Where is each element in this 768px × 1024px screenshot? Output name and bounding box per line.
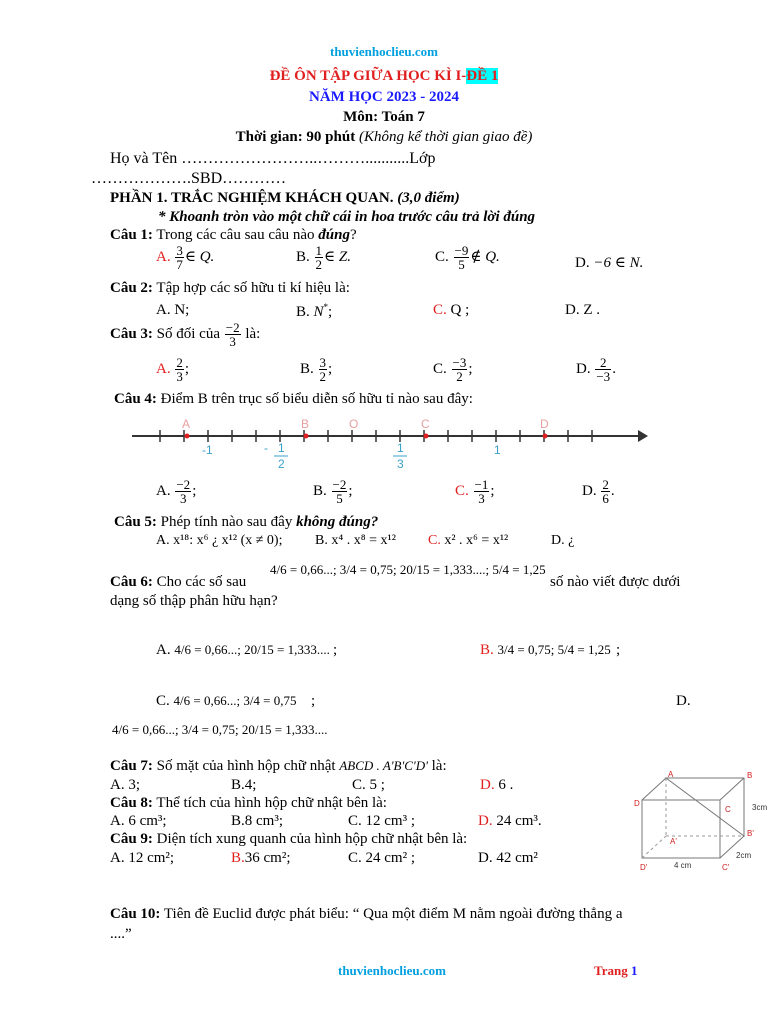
q7-option-b[interactable]: B.4; bbox=[231, 777, 257, 793]
q6-text: Cho các số sau bbox=[156, 574, 247, 590]
number-line-figure bbox=[130, 412, 650, 478]
q3-c-end: ; bbox=[468, 360, 473, 377]
q5-text: Phép tính nào sau đây bbox=[160, 514, 293, 530]
q2-b-letter: B. bbox=[296, 304, 310, 320]
q6-c-letter: C. bbox=[156, 693, 170, 709]
q10-text: Tiên đề Euclid được phát biểu: “ Qua một điểm M nằm ngoài đường thẳng a bbox=[163, 906, 623, 922]
q4-b-end: ; bbox=[348, 482, 353, 499]
q2-option-d[interactable]: D. Z . bbox=[565, 302, 600, 318]
q4-d-frac bbox=[601, 478, 610, 505]
q2-c-letter: C. bbox=[433, 302, 447, 318]
q1-option-c[interactable] bbox=[435, 244, 500, 271]
q4-option-c[interactable] bbox=[455, 478, 495, 505]
q3-den: 3 bbox=[229, 334, 236, 349]
question-10 bbox=[110, 906, 622, 923]
q8-label: Câu 8: bbox=[110, 795, 153, 811]
vertex-B-prime: B' bbox=[747, 829, 754, 838]
footer-page-number: 1 bbox=[630, 963, 638, 978]
q6-a-end: ; bbox=[333, 642, 338, 658]
q1-d-rest: −6 ∈ N. bbox=[593, 255, 644, 271]
q1-option-a[interactable] bbox=[156, 244, 214, 271]
exam-title-main: ĐỀ ÔN TẬP GIỮA HỌC KÌ I- bbox=[269, 68, 467, 84]
q8-d-rest: 24 cm³. bbox=[496, 813, 542, 829]
q4-d-num: 2 bbox=[602, 477, 609, 492]
q4-option-d[interactable] bbox=[582, 478, 615, 505]
q6-option-b[interactable] bbox=[480, 642, 611, 659]
question-4 bbox=[114, 391, 473, 408]
q4-c-letter: C. bbox=[455, 482, 469, 499]
q3-b-end: ; bbox=[328, 360, 333, 377]
q4-a-num: −2 bbox=[176, 477, 191, 492]
vertex-D: D bbox=[634, 799, 640, 808]
q6-option-c[interactable] bbox=[156, 693, 297, 710]
q1-a-letter: A. bbox=[156, 248, 171, 265]
tick-label-minus-half-num: 1 bbox=[278, 441, 285, 455]
q4-d-den: 6 bbox=[602, 491, 609, 506]
q3-end: là: bbox=[245, 325, 261, 342]
point-B-label: B bbox=[301, 417, 310, 431]
q3-b-num: 3 bbox=[319, 355, 327, 370]
q1-d-letter: D. bbox=[575, 255, 590, 271]
q4-b-frac bbox=[332, 478, 348, 505]
q2-text: Tập hợp các số hữu tỉ kí hiệu là: bbox=[156, 280, 350, 296]
q1-a-frac bbox=[175, 244, 184, 271]
q3-a-letter: A. bbox=[156, 360, 171, 377]
q6-option-d-value: 4/6 = 0,66...; 3/4 = 0,75; 20/15 = 1,333.... bbox=[112, 722, 328, 737]
q6-c-rest: 4/6 = 0,66...; 3/4 = 0,75 bbox=[173, 693, 297, 708]
q5-option-c[interactable] bbox=[428, 533, 508, 549]
q6-label: Câu 6: bbox=[110, 574, 153, 590]
q8-option-b[interactable]: B.8 cm³; bbox=[231, 813, 283, 829]
question-6 bbox=[110, 574, 246, 591]
q1-emph: đúng bbox=[318, 227, 350, 243]
question-5 bbox=[114, 514, 378, 531]
q1-b-frac bbox=[315, 244, 324, 271]
q3-a-frac bbox=[175, 356, 184, 383]
vertex-C: C bbox=[725, 805, 731, 814]
exam-title-number: ĐỀ 1 bbox=[466, 68, 499, 84]
q1-b-den: 2 bbox=[315, 257, 323, 272]
q3-label: Câu 3: bbox=[110, 325, 153, 342]
footer-page bbox=[594, 963, 637, 979]
q10-label: Câu 10: bbox=[110, 906, 161, 922]
q7-sym: ABCD . A'B'C'D' bbox=[339, 758, 428, 773]
number-line-arrow bbox=[638, 430, 648, 442]
q1-c-letter: C. bbox=[435, 248, 449, 265]
dim-depth: 2cm bbox=[736, 851, 752, 860]
q4-a-end: ; bbox=[192, 482, 197, 499]
q3-option-c[interactable] bbox=[433, 356, 473, 383]
q4-d-letter: D. bbox=[582, 482, 597, 499]
question-9 bbox=[110, 831, 467, 848]
q3-num: −2 bbox=[225, 320, 240, 335]
q2-option-a[interactable]: A. N; bbox=[156, 302, 190, 318]
tick-label-1: 1 bbox=[494, 443, 501, 457]
q8-option-a[interactable]: A. 6 cm³; bbox=[110, 813, 167, 829]
q6-b-end: ; bbox=[616, 642, 621, 658]
tick-label-minus-half-den: 2 bbox=[278, 457, 285, 471]
q4-c-num: −1 bbox=[474, 477, 489, 492]
q7-label: Câu 7: bbox=[110, 758, 153, 774]
q6-option-a[interactable] bbox=[156, 642, 330, 659]
q2-b-sup: * bbox=[323, 302, 329, 312]
q3-a-den: 3 bbox=[176, 369, 183, 384]
q4-b-num: −2 bbox=[332, 477, 347, 492]
question-7 bbox=[110, 758, 447, 775]
q1-c-den: 5 bbox=[458, 257, 465, 272]
q3-c-num: −3 bbox=[452, 355, 467, 370]
q1-text: Trong các câu sau câu nào bbox=[156, 227, 315, 243]
q4-label: Câu 4: bbox=[114, 391, 157, 407]
q3-b-letter: B. bbox=[300, 360, 314, 377]
point-O-label: O bbox=[349, 417, 359, 431]
name-line: Họ và Tên ……………………..………...........Lớp bbox=[110, 150, 436, 167]
part1-points: (3,0 điểm) bbox=[397, 190, 460, 206]
q7-option-a[interactable]: A. 3; bbox=[110, 777, 140, 793]
footer-site[interactable]: thuvienhoclieu.com bbox=[338, 963, 446, 978]
q7-text: Số mặt của hình hộp chữ nhật bbox=[156, 758, 336, 774]
q4-a-frac bbox=[175, 478, 191, 505]
q8-option-c[interactable]: C. 12 cm³ ; bbox=[348, 813, 415, 829]
q5-option-d[interactable]: D. ¿ bbox=[551, 533, 575, 548]
q1-c-rest: ∉ Q. bbox=[470, 248, 500, 265]
q2-option-c[interactable] bbox=[433, 302, 469, 319]
dim-height: 3cm bbox=[752, 803, 768, 812]
q9-b-letter: B. bbox=[231, 850, 245, 866]
footer-page-label: Trang bbox=[594, 963, 628, 978]
q3-option-d[interactable] bbox=[576, 356, 616, 383]
tick-label-minus-1: -1 bbox=[202, 443, 213, 457]
q7-end: là: bbox=[431, 758, 447, 774]
tick-label-minus-half-sign: - bbox=[264, 441, 268, 455]
q3-b-frac bbox=[319, 356, 328, 383]
q4-text: Điểm B trên trục số biểu diễn số hữu tỉ nào sau đây: bbox=[160, 391, 473, 407]
q6-line2: dạng số thập phân hữu hạn? bbox=[110, 593, 278, 609]
q9-label: Câu 9: bbox=[110, 831, 153, 847]
q7-d-letter: D. bbox=[480, 777, 495, 793]
q1-b-letter: B. bbox=[296, 248, 310, 265]
q1-b-num: 1 bbox=[315, 243, 323, 258]
vertex-A-prime: A' bbox=[670, 837, 677, 846]
q6-a-letter: A. bbox=[156, 642, 171, 658]
q8-option-d[interactable] bbox=[478, 813, 542, 830]
exam-title bbox=[0, 68, 768, 85]
q7-option-d[interactable] bbox=[480, 777, 513, 794]
part1-heading: PHẦN 1. TRẮC NGHIỆM KHÁCH QUAN. bbox=[110, 190, 394, 206]
vertex-D-prime: D' bbox=[640, 863, 648, 872]
q4-b-letter: B. bbox=[313, 482, 327, 499]
q3-c-frac bbox=[452, 356, 468, 383]
exam-time-note: (Không kể thời gian giao đề) bbox=[358, 129, 533, 145]
point-A-label: A bbox=[182, 417, 191, 431]
q4-b-den: 5 bbox=[336, 491, 343, 506]
q3-d-frac bbox=[595, 356, 611, 383]
cuboid-figure bbox=[630, 770, 768, 876]
question-8 bbox=[110, 795, 387, 812]
q3-text: Số đối của bbox=[156, 325, 220, 342]
q3-a-num: 2 bbox=[176, 355, 183, 370]
q9-text: Diện tích xung quanh của hình hộp chữ nhật bên là: bbox=[156, 831, 468, 847]
tick-label-third-num: 1 bbox=[397, 441, 404, 455]
q6-b-letter: B. bbox=[480, 642, 494, 658]
q9-option-d[interactable]: D. 42 cm² bbox=[478, 850, 538, 866]
q3-a-end: ; bbox=[184, 360, 190, 377]
q4-c-den: 3 bbox=[478, 491, 485, 506]
q2-b-end: ; bbox=[328, 304, 333, 320]
q7-option-c[interactable]: C. 5 ; bbox=[352, 777, 385, 793]
q4-c-frac bbox=[474, 478, 490, 505]
q9-option-a[interactable]: A. 12 cm²; bbox=[110, 850, 175, 866]
q3-option-b[interactable] bbox=[300, 356, 332, 383]
sbd-line: ……………….SBD………… bbox=[91, 170, 287, 187]
q1-a-rest: ∈ Q. bbox=[184, 248, 215, 265]
q1-b-rest: ∈ Z. bbox=[324, 248, 351, 265]
q1-c-frac bbox=[454, 244, 470, 271]
q1-c-num: −9 bbox=[454, 243, 469, 258]
q6-option-d[interactable]: D. bbox=[676, 693, 691, 709]
q3-option-a[interactable] bbox=[156, 356, 189, 383]
q9-b-rest: 36 cm²; bbox=[244, 850, 291, 866]
q6-series: 4/6 = 0,66...; 3/4 = 0,75; 20/15 = 1,333....; 5/4 = 1,25 bbox=[270, 562, 546, 577]
q4-c-end: ; bbox=[490, 482, 495, 499]
q2-option-b[interactable] bbox=[296, 302, 332, 321]
q3-frac bbox=[225, 321, 241, 348]
q6-c-end: ; bbox=[311, 693, 316, 709]
site-header[interactable]: thuvienhoclieu.com bbox=[330, 44, 438, 59]
vertex-A: A bbox=[668, 770, 674, 779]
q7-d-rest: 6 . bbox=[498, 777, 514, 793]
q4-option-b[interactable] bbox=[313, 478, 353, 505]
q10-line2: ....” bbox=[110, 926, 132, 942]
part1-instruction: * Khoanh tròn vào một chữ cái in hoa trước câu trả lời đúng bbox=[158, 209, 536, 225]
exam-time-label: Thời gian: 90 phút bbox=[235, 129, 356, 145]
q5-c-letter: C. bbox=[428, 533, 441, 548]
dim-length: 4 cm bbox=[674, 861, 692, 870]
part1-title bbox=[110, 190, 460, 207]
q1-end: ? bbox=[349, 227, 357, 243]
q4-a-letter: A. bbox=[156, 482, 171, 499]
question-1 bbox=[110, 227, 357, 244]
q4-option-a[interactable] bbox=[156, 478, 196, 505]
vertex-B: B bbox=[747, 771, 753, 780]
q2-b-sym: N bbox=[313, 304, 324, 320]
q3-c-letter: C. bbox=[433, 360, 447, 377]
q2-label: Câu 2: bbox=[110, 280, 153, 296]
q8-text: Thể tích của hình hộp chữ nhật bên là: bbox=[156, 795, 387, 811]
q9-option-c[interactable]: C. 24 cm² ; bbox=[348, 850, 415, 866]
q5-emph: không đúng? bbox=[296, 514, 379, 530]
q5-label: Câu 5: bbox=[114, 514, 157, 530]
q5-option-a[interactable]: A. x¹⁸: x⁶ ¿ x¹² (x ≠ 0); bbox=[156, 533, 283, 548]
q1-option-d[interactable] bbox=[575, 253, 643, 272]
q3-d-num: 2 bbox=[595, 356, 611, 370]
q6-end: số nào viết được dưới bbox=[550, 574, 681, 590]
school-year: NĂM HỌC 2023 - 2024 bbox=[309, 89, 459, 105]
q5-c-rest: x² . x⁶ = x¹² bbox=[444, 533, 509, 548]
q5-option-b[interactable]: B. x⁴ . x⁸ = x¹² bbox=[315, 533, 396, 548]
q1-a-num: 3 bbox=[176, 243, 183, 258]
point-C-label: C bbox=[421, 417, 430, 431]
question-2 bbox=[110, 280, 350, 297]
point-D-label: D bbox=[540, 417, 549, 431]
q3-d-letter: D. bbox=[576, 360, 591, 377]
q6-a-rest: 4/6 = 0,66...; 20/15 = 1,333.... bbox=[174, 642, 330, 657]
q2-c-rest: Q ; bbox=[450, 302, 470, 318]
subject: Môn: Toán 7 bbox=[343, 109, 425, 125]
q3-c-den: 2 bbox=[456, 369, 463, 384]
tick-label-third-den: 3 bbox=[397, 457, 404, 471]
q1-label: Câu 1: bbox=[110, 227, 153, 243]
q4-d-end: . bbox=[610, 482, 615, 499]
q1-option-b[interactable] bbox=[296, 244, 351, 271]
question-3 bbox=[110, 321, 260, 348]
q3-d-den: −3 bbox=[596, 369, 611, 384]
q3-d-end: . bbox=[612, 360, 616, 377]
q4-a-den: 3 bbox=[180, 491, 187, 506]
exam-time bbox=[0, 129, 768, 146]
q3-b-den: 2 bbox=[319, 369, 327, 384]
q6-b-rest: 3/4 = 0,75; 5/4 = 1,25 bbox=[497, 642, 611, 657]
vertex-C-prime: C' bbox=[722, 863, 730, 872]
q9-option-b[interactable] bbox=[231, 850, 291, 867]
q8-d-letter: D. bbox=[478, 813, 493, 829]
q1-a-den: 7 bbox=[176, 257, 183, 272]
